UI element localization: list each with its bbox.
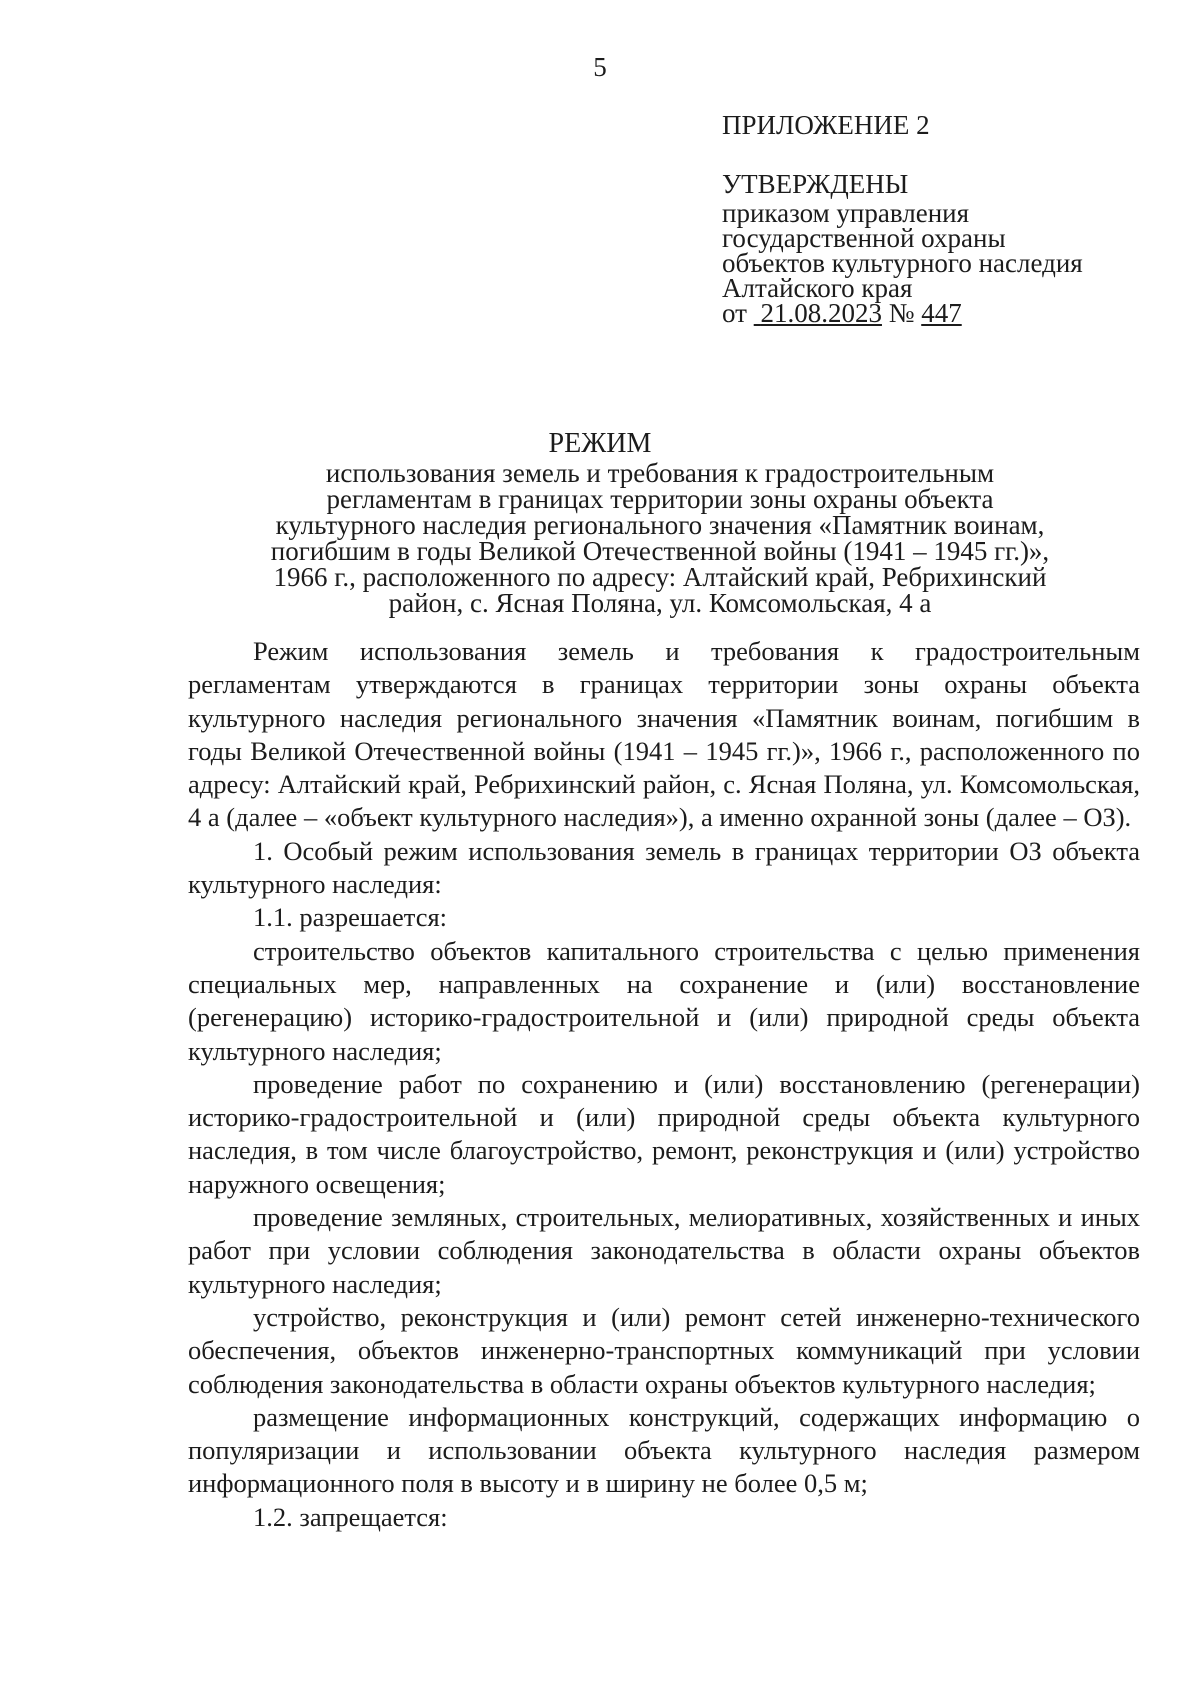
document-body <box>188 635 1140 1534</box>
document-title: РЕЖИМ <box>548 428 652 459</box>
allowed-item: устройство, реконструкция и (или) ремонт сетей инженерно-технического обеспечения, объектов инженерно-транспортных коммуникаций при условии соблюдения законодательства в области охраны объектов культурного наследия; <box>188 1301 1140 1399</box>
order-date: 21.08.2023 <box>760 298 882 328</box>
order-number: 447 <box>921 298 962 328</box>
subtitle-line: погибшим в годы Великой Отечественной войны (1941 – 1945 гг.)», <box>270 536 1050 566</box>
approval-block <box>722 169 1083 328</box>
allowed-item: проведение работ по сохранению и (или) восстановлению (регенерации) историко-градостроительной и (или) природной среды объекта культурного наследия, в том числе благоустройство, ремонт, реконструкция и (или) устройство наружного освещения; <box>188 1068 1140 1199</box>
allowed-item: размещение информационных конструкций, содержащих информацию о популяризации и использовании объекта культурного наследия размером информационного поля в высоту и в ширину не более 0,5 м; <box>188 1401 1140 1499</box>
page-number: 5 <box>593 52 607 82</box>
allowed-item: строительство объектов капитального строительства с целью применения специальных мер, направленных на сохранение и (или) восстановление (регенерацию) историко-градостроительной и (или) природной среды объекта культурного наследия; <box>188 935 1140 1066</box>
approved-by-line: Алтайского края <box>722 273 913 303</box>
subtitle-line: регламентам в границах территории зоны охраны объекта <box>326 484 994 514</box>
approved-heading: УТВЕРЖДЕНЫ <box>722 169 909 199</box>
intro-paragraph: Режим использования земель и требования к градостроительным регламентам утверждаются в границах территории зоны охраны объекта культурного наследия регионального значения «Памятник воинам, погибшим в годы Великой Отечественной войны (1941 – 1945 гг.)», 1966 г., расположенного по адресу: Алтайский край, Ребрихинский район, с. Ясная Поляна, ул. Комсомольская, 4 а (далее – «объект культурного наследия»), а именно охранной зоны (далее – ОЗ). <box>188 636 1140 833</box>
number-sign: № <box>888 298 915 328</box>
approved-by-line: приказом управления <box>722 198 970 228</box>
section-1-heading: 1. Особый режим использования земель в границах территории ОЗ объекта культурного наследия: <box>188 835 1140 900</box>
subtitle-line: 1966 г., расположенного по адресу: Алтайский край, Ребрихинский <box>273 562 1047 592</box>
document-subtitle <box>240 460 1080 616</box>
date-prefix: от <box>722 298 747 328</box>
allowed-item: проведение земляных, строительных, мелиоративных, хозяйственных и иных работ при условии соблюдения законодательства в области охраны объектов культурного наследия; <box>188 1202 1140 1299</box>
subtitle-line: использования земель и требования к градостроительным <box>325 458 995 488</box>
subsection-1-2-heading: 1.2. запрещается: <box>253 1501 448 1532</box>
subtitle-line: культурного наследия регионального значения «Памятник воинам, <box>275 510 1045 540</box>
subtitle-line: район, с. Ясная Поляна, ул. Комсомольская, 4 а <box>388 588 932 618</box>
order-date-number <box>722 298 1083 328</box>
appendix-label: ПРИЛОЖЕНИЕ 2 <box>722 110 930 140</box>
subsection-1-1-heading: 1.1. разрешается: <box>253 902 448 933</box>
approved-by-line: государственной охраны <box>722 223 1006 253</box>
approved-by-line: объектов культурного наследия <box>722 248 1083 278</box>
